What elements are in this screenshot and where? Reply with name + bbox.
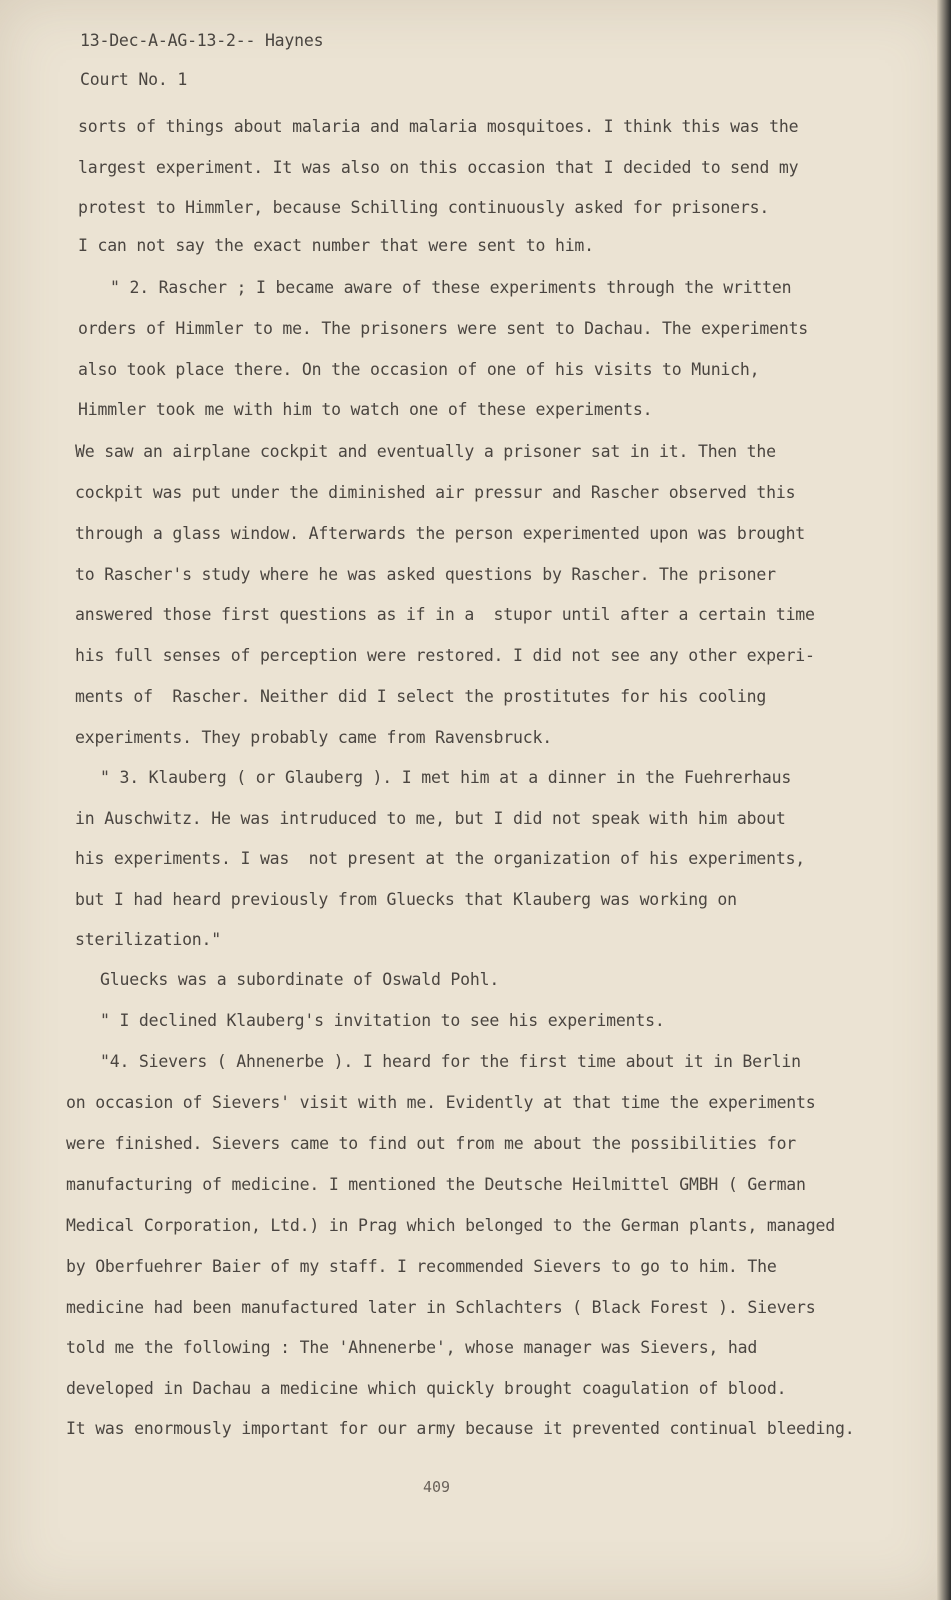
body-line: on occasion of Sievers' visit with me. Evidently at that time the experiments bbox=[66, 1093, 816, 1112]
body-line: orders of Himmler to me. The prisoners were sent to Dachau. The experiments bbox=[78, 319, 809, 338]
body-line: manufacturing of medicine. I mentioned the Deutsche Heilmittel GMBH ( German bbox=[66, 1175, 806, 1194]
body-line: told me the following : The 'Ahnenerbe', whose manager was Sievers, had bbox=[66, 1338, 758, 1357]
body-line: also took place there. On the occasion of one of his visits to Munich, bbox=[78, 360, 760, 379]
body-line: It was enormously important for our army because it prevented continual bleeding. bbox=[66, 1419, 855, 1438]
body-line: largest experiment. It was also on this occasion that I decided to send my bbox=[78, 158, 799, 177]
body-line: " 3. Klauberg ( or Glauberg ). I met him at a dinner in the Fuehrerhaus bbox=[100, 768, 792, 787]
body-line: through a glass window. Afterwards the person experimented upon was brought bbox=[75, 524, 806, 543]
body-line: but I had heard previously from Gluecks that Klauberg was working on bbox=[75, 890, 737, 909]
body-line: medicine had been manufactured later in Schlachters ( Black Forest ). Sievers bbox=[66, 1298, 816, 1317]
court-number: Court No. 1 bbox=[80, 70, 188, 89]
body-line: I can not say the exact number that were sent to him. bbox=[78, 236, 594, 255]
body-line: Himmler took me with him to watch one of these experiments. bbox=[78, 400, 653, 419]
page-number: 409 bbox=[423, 1478, 451, 1496]
body-line: " I declined Klauberg's invitation to see his experiments. bbox=[100, 1011, 665, 1030]
body-line: cockpit was put under the diminished air pressur and Rascher observed this bbox=[75, 483, 796, 502]
body-line: " 2. Rascher ; I became aware of these experiments through the written bbox=[110, 278, 792, 297]
body-line: We saw an airplane cockpit and eventually a prisoner sat in it. Then the bbox=[75, 442, 776, 461]
body-line: to Rascher's study where he was asked questions by Rascher. The prisoner bbox=[75, 565, 776, 584]
body-line: "4. Sievers ( Ahnenerbe ). I heard for the first time about it in Berlin bbox=[100, 1052, 801, 1071]
document-reference: 13-Dec-A-AG-13-2-- Haynes bbox=[80, 31, 324, 50]
body-line: Medical Corporation, Ltd.) in Prag which belonged to the German plants, managed bbox=[66, 1216, 835, 1235]
body-line: his experiments. I was not present at the organization of his experiments, bbox=[75, 849, 806, 868]
body-line: experiments. They probably came from Ravensbruck. bbox=[75, 728, 552, 747]
body-line: in Auschwitz. He was intruduced to me, but I did not speak with him about bbox=[75, 809, 786, 828]
body-line: were finished. Sievers came to find out from me about the possibilities for bbox=[66, 1134, 797, 1153]
body-line: developed in Dachau a medicine which quickly brought coagulation of blood. bbox=[66, 1379, 787, 1398]
body-line: Gluecks was a subordinate of Oswald Pohl. bbox=[100, 970, 500, 989]
body-line: answered those first questions as if in a stupor until after a certain time bbox=[75, 605, 815, 624]
body-line: ments of Rascher. Neither did I select the prostitutes for his cooling bbox=[75, 687, 767, 706]
body-line: sterilization." bbox=[75, 930, 222, 949]
body-line: protest to Himmler, because Schilling continuously asked for prisoners. bbox=[78, 198, 770, 217]
body-line: by Oberfuehrer Baier of my staff. I recommended Sievers to go to him. The bbox=[66, 1257, 777, 1276]
body-line: his full senses of perception were restored. I did not see any other experi- bbox=[75, 646, 815, 665]
body-line: sorts of things about malaria and malaria mosquitoes. I think this was the bbox=[78, 117, 799, 136]
